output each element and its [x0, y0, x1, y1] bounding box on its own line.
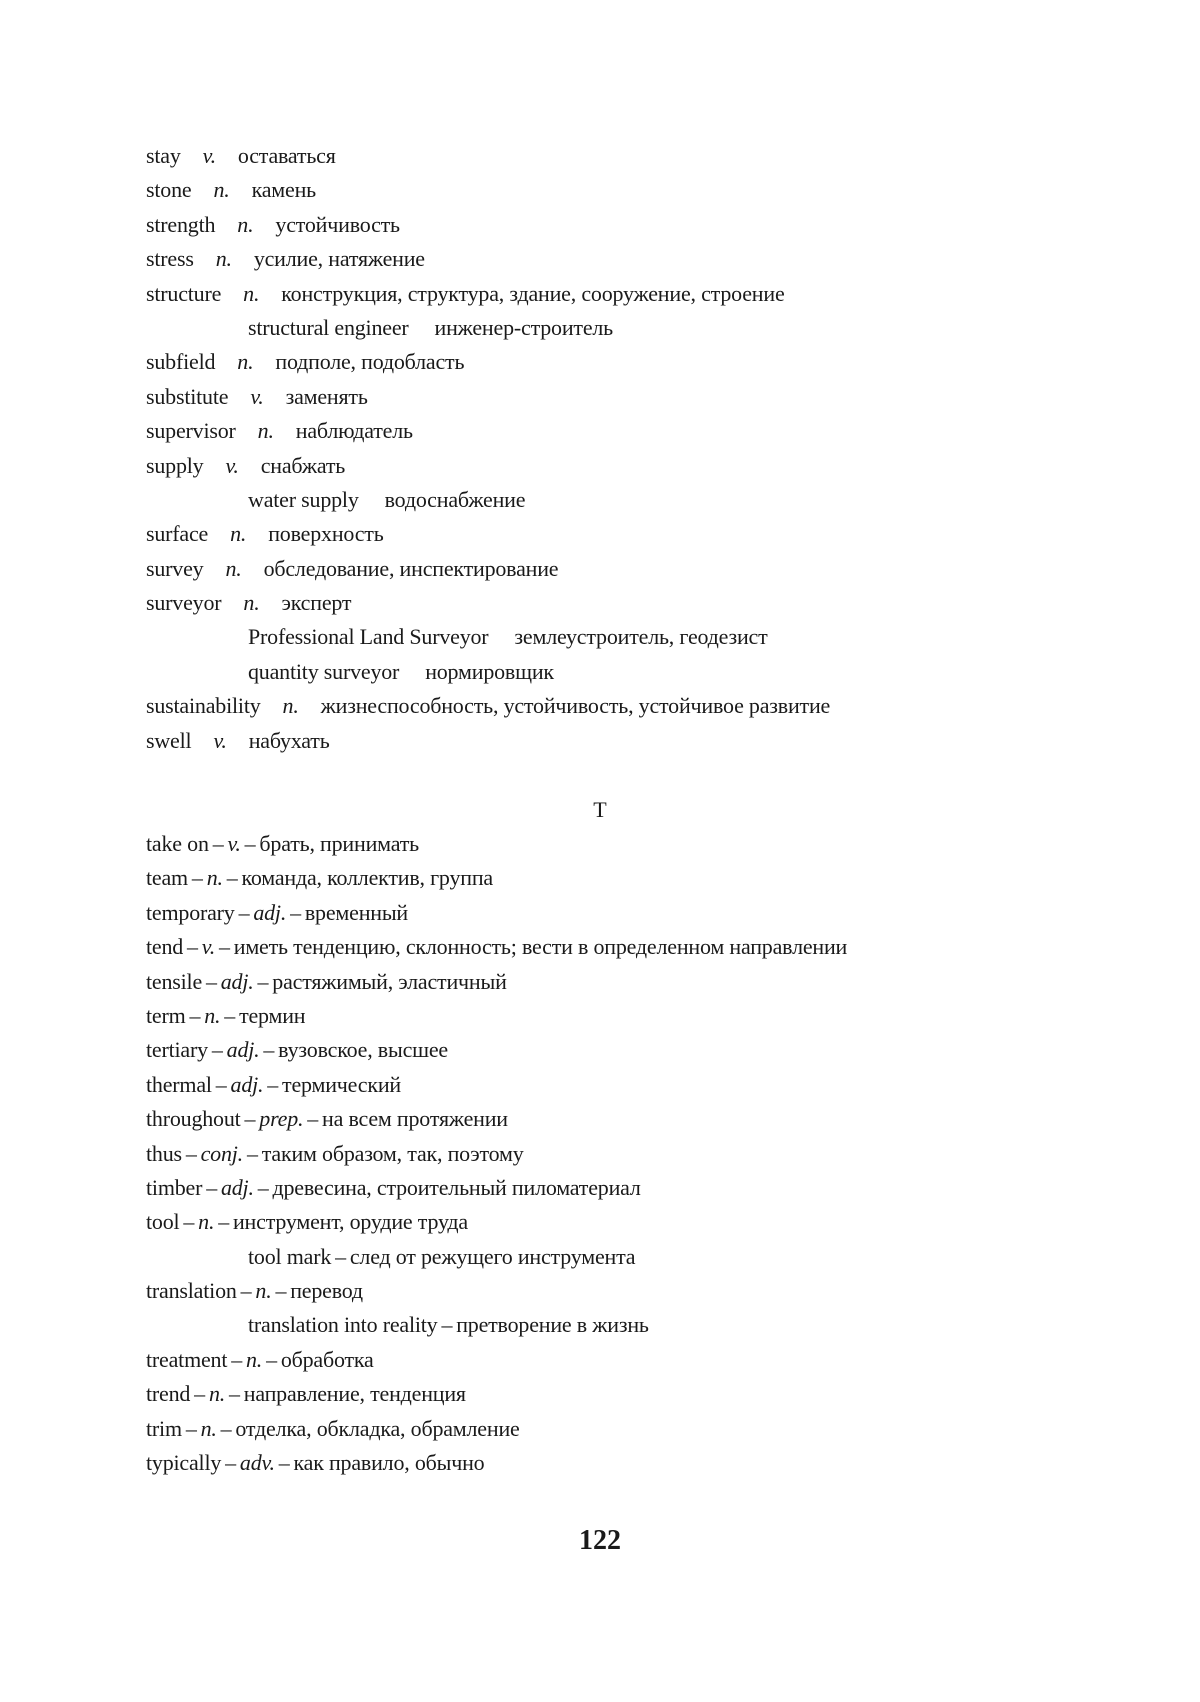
entry-pos: conj. [200, 1140, 243, 1166]
entry-translation: конструкция, структура, здание, сооружение, строение [281, 280, 785, 306]
sub-entry [146, 620, 1146, 654]
entry-translation: растяжимый, эластичный [272, 968, 507, 994]
dash-separator: – [229, 1381, 240, 1407]
entry-translation: обработка [280, 1346, 374, 1372]
dash-separator: – [185, 1140, 197, 1166]
dash-separator: – [183, 1209, 195, 1235]
entry-translation: отделка, обкладка, обрамление [235, 1415, 520, 1441]
dash-separator: – [244, 1106, 256, 1132]
entry-term: tensile [146, 968, 203, 994]
entry-term: translation [146, 1278, 237, 1304]
entry-translation: направление, тенденция [243, 1381, 466, 1407]
dash-separator: – [206, 1174, 217, 1200]
glossary-entry [146, 139, 1146, 173]
sub-entry [146, 311, 1146, 345]
entry-pos: n. [243, 590, 260, 616]
entry-term: trend [146, 1381, 191, 1407]
entry-translation: перевод [290, 1278, 363, 1304]
entry-translation: инженер-строитель [434, 314, 614, 340]
entry-translation: набухать [248, 727, 330, 753]
entry-term: tool mark [248, 1243, 332, 1269]
glossary-entry [146, 517, 1146, 551]
entry-term: quantity surveyor [248, 658, 400, 684]
entry-translation: усилие, натяжение [253, 246, 425, 272]
entry-term: structure [146, 280, 222, 306]
entry-translation: камень [251, 177, 316, 203]
dash-separator: – [290, 899, 301, 925]
entry-pos: v. [202, 143, 216, 168]
entry-translation: след от режущего инструмента [349, 1243, 636, 1269]
entry-translation: поверхность [268, 521, 384, 547]
glossary-entry [146, 896, 1146, 930]
entry-translation: землеустроитель, геодезист [514, 624, 768, 650]
entry-pos: v. [227, 831, 241, 856]
dash-separator: – [187, 934, 198, 960]
entry-term: tool [146, 1209, 180, 1235]
entry-term: thermal [146, 1071, 212, 1097]
page-number: 122 [579, 1525, 621, 1556]
entry-translation: вузовское, высшее [278, 1037, 449, 1063]
glossary-section-s [146, 139, 1146, 758]
entry-term: stay [146, 143, 181, 168]
section-heading-t: T [593, 797, 607, 822]
entry-pos: n. [208, 1381, 226, 1407]
entry-term: swell [146, 727, 192, 753]
dash-separator: – [194, 1381, 205, 1407]
glossary-entry [146, 1137, 1146, 1171]
entry-term: team [146, 865, 188, 891]
entry-pos: n. [204, 1002, 221, 1028]
entry-term: trim [146, 1415, 182, 1441]
entry-term: tend [146, 934, 184, 960]
glossary-entry [146, 345, 1146, 379]
entry-translation: термический [282, 1071, 401, 1097]
entry-translation: устойчивость [275, 211, 400, 237]
entry-pos: n. [282, 693, 299, 719]
entry-translation: подполе, подобласть [275, 349, 465, 375]
entry-term: stress [146, 246, 194, 272]
entry-translation: заменять [285, 383, 368, 409]
sub-entry [146, 1240, 1146, 1274]
entry-term: supervisor [146, 418, 236, 444]
entry-term: take on [146, 831, 209, 856]
dash-separator: – [240, 1278, 252, 1304]
entry-translation: снабжать [260, 452, 346, 478]
entry-pos: n. [200, 1415, 217, 1441]
dash-separator: – [263, 1037, 275, 1063]
glossary-entry [146, 965, 1146, 999]
entry-term: thus [146, 1140, 182, 1166]
entry-translation: иметь тенденцию, склонность; вести в определенном направлении [233, 934, 848, 960]
dash-separator: – [246, 1140, 258, 1166]
entry-pos: n. [213, 177, 230, 203]
glossary-entry [146, 1033, 1146, 1067]
entry-translation: оставаться [237, 143, 336, 168]
entry-pos: adj. [220, 1174, 254, 1200]
entry-pos: n. [237, 349, 254, 375]
entry-pos: adj. [253, 899, 287, 925]
dash-separator: – [189, 1002, 201, 1028]
dash-separator: – [218, 934, 230, 960]
dash-separator: – [191, 865, 203, 891]
dash-separator: – [220, 1415, 232, 1441]
dash-separator: – [244, 831, 256, 856]
glossary-entry [146, 1446, 1146, 1480]
entry-pos: n. [198, 1209, 215, 1235]
dash-separator: – [257, 1174, 269, 1200]
entry-translation: как правило, обычно [293, 1450, 485, 1476]
entry-pos: adj. [226, 1037, 260, 1063]
glossary-entry [146, 861, 1146, 895]
entry-translation: команда, коллектив, группа [241, 865, 493, 891]
entry-term: temporary [146, 899, 235, 925]
dash-separator: – [212, 831, 224, 856]
dash-separator: – [205, 968, 217, 994]
glossary-entry [146, 1412, 1146, 1446]
entry-translation: на всем протяжении [322, 1106, 508, 1132]
glossary-entry [146, 999, 1146, 1033]
entry-term: strength [146, 211, 216, 237]
glossary-entry [146, 414, 1146, 448]
entry-translation: термин [239, 1002, 306, 1028]
entry-pos: n. [225, 555, 242, 581]
entry-translation: таким образом, так, поэтому [261, 1140, 524, 1166]
entry-pos: n. [230, 521, 247, 547]
glossary-entry [146, 449, 1146, 483]
entry-term: stone [146, 177, 192, 203]
entry-pos: n. [237, 211, 254, 237]
glossary-entry [146, 1171, 1146, 1205]
glossary-entry [146, 277, 1146, 311]
entry-translation: наблюдатель [295, 418, 413, 444]
entry-translation: древесина, строительный пиломатериал [272, 1174, 641, 1200]
glossary-entry [146, 1343, 1146, 1377]
dash-separator: – [225, 1450, 236, 1476]
entry-translation: жизнеспособность, устойчивость, устойчивое развитие [320, 693, 831, 719]
dash-separator: – [266, 1346, 277, 1372]
glossary-entry [146, 689, 1146, 723]
entry-term: throughout [146, 1106, 241, 1132]
entry-term: surveyor [146, 590, 222, 616]
entry-pos: v. [225, 452, 239, 478]
entry-pos: adv. [239, 1450, 275, 1476]
entry-translation: эксперт [281, 590, 352, 616]
entry-pos: n. [243, 280, 260, 306]
glossary-entry [146, 208, 1146, 242]
dash-separator: – [257, 968, 269, 994]
glossary-section-t [146, 827, 1146, 1480]
dash-separator: – [307, 1106, 319, 1132]
dash-separator: – [275, 1278, 287, 1304]
entry-term: water supply [248, 486, 359, 512]
dash-separator: – [185, 1415, 197, 1441]
entry-pos: v. [213, 727, 227, 753]
glossary-entry [146, 173, 1146, 207]
dash-separator: – [224, 1002, 236, 1028]
glossary-entry [146, 380, 1146, 414]
sub-entry [146, 1308, 1146, 1342]
entry-term: treatment [146, 1346, 228, 1372]
dash-separator: – [226, 865, 238, 891]
entry-translation: инструмент, орудие труда [232, 1209, 468, 1235]
entry-term: term [146, 1002, 186, 1028]
entry-term: typically [146, 1450, 222, 1476]
entry-term: sustainability [146, 693, 261, 719]
entry-translation: водоснабжение [384, 486, 526, 512]
glossary-entry [146, 586, 1146, 620]
entry-term: Professional Land Surveyor [248, 624, 489, 650]
glossary-entry [146, 1205, 1146, 1239]
entry-pos: adj. [230, 1071, 264, 1097]
sub-entry [146, 483, 1146, 517]
entry-term: timber [146, 1174, 203, 1200]
entry-translation: нормировщик [425, 658, 554, 684]
entry-term: tertiary [146, 1037, 208, 1063]
glossary-entry [146, 1274, 1146, 1308]
entry-pos: n. [257, 418, 274, 444]
entry-translation: обследование, инспектирование [263, 555, 559, 581]
entry-pos: adj. [220, 968, 254, 994]
glossary-entry [146, 1102, 1146, 1136]
dash-separator: – [278, 1450, 290, 1476]
entry-pos: v. [201, 934, 216, 960]
entry-term: subfield [146, 349, 216, 375]
dash-separator: – [238, 899, 250, 925]
glossary-entry [146, 552, 1146, 586]
glossary-entry [146, 1068, 1146, 1102]
entry-translation: претворение в жизнь [456, 1312, 649, 1338]
dash-separator: – [218, 1209, 230, 1235]
entry-translation: брать, принимать [259, 831, 419, 856]
entry-term: surface [146, 521, 209, 547]
entry-translation: временный [304, 899, 408, 925]
glossary-entry [146, 827, 1146, 861]
entry-pos: v. [250, 383, 264, 409]
entry-pos: n. [206, 865, 223, 891]
dash-separator: – [215, 1071, 227, 1097]
entry-term: structural engineer [248, 314, 409, 340]
entry-term: survey [146, 555, 204, 581]
entry-term: supply [146, 452, 204, 478]
dash-separator: – [441, 1312, 453, 1338]
entry-pos: n. [255, 1278, 272, 1304]
sub-entry [146, 655, 1146, 689]
glossary-entry [146, 930, 1146, 964]
glossary-entry [146, 724, 1146, 758]
entry-term: substitute [146, 383, 229, 409]
entry-pos: n. [246, 1346, 263, 1372]
dash-separator: – [211, 1037, 223, 1063]
entry-pos: prep. [259, 1106, 304, 1132]
entry-pos: n. [215, 246, 232, 272]
entry-term: translation into reality [248, 1312, 438, 1338]
glossary-entry [146, 1377, 1146, 1411]
dash-separator: – [267, 1071, 279, 1097]
dash-separator: – [231, 1346, 243, 1372]
glossary-entry [146, 242, 1146, 276]
dash-separator: – [335, 1243, 346, 1269]
